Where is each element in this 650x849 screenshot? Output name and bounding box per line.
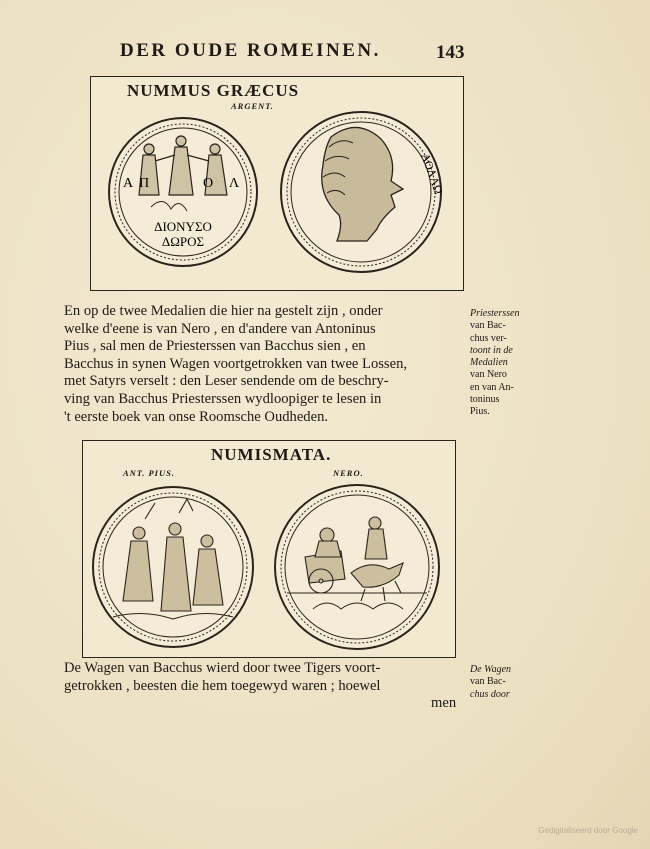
coin-nero	[275, 485, 439, 649]
text-line: En op de twee Medalien die hier na gestelt zijn , onder	[64, 303, 383, 319]
plate-2-label-left: ANT. PIUS.	[123, 468, 175, 478]
text-line: De Wagen van Bacchus wierd door twee Tigers voort-	[64, 660, 381, 676]
margin-line: van Nero	[470, 369, 507, 381]
text-line: met Satyrs verselt : den Leser sendende om de beschry-	[64, 373, 389, 390]
margin-note-2	[470, 664, 511, 701]
margin-line: Medalien	[470, 357, 508, 369]
paragraph-2	[64, 660, 456, 713]
coin-left-inscription-line-1: ΔΙΟΝΥΣΟ	[154, 219, 212, 234]
coin-left-letter-alpha: Α	[123, 176, 134, 191]
coin-plate-1	[90, 76, 464, 291]
margin-line: De Wagen	[470, 664, 512, 675]
paragraph-1	[64, 303, 407, 426]
margin-line: chus ver-	[470, 332, 507, 344]
plate-2-title: NUMISMATA.	[211, 445, 332, 464]
coin-right-inscription: ΑΟΛΛΩ	[418, 151, 446, 197]
text-line: 't eerste boek van onse Roomsche Oudheden.	[64, 408, 329, 425]
margin-line: Pius.	[470, 406, 490, 418]
margin-line: toninus	[470, 394, 500, 406]
coin-left-letter-lambda: Λ	[229, 176, 240, 191]
digitization-watermark: Gedigitaliseerd door Google	[538, 826, 638, 835]
coin-right	[281, 112, 446, 272]
margin-line: chus door	[470, 688, 510, 700]
text-line: welke d'eene is van Nero , en d'andere van Antoninus	[64, 320, 376, 337]
text-line: men	[431, 695, 457, 712]
margin-line: Priesterssen	[470, 308, 520, 319]
coin-greek-reverse-illustration	[91, 77, 463, 290]
coin-left-letter-pi: Π	[139, 176, 150, 191]
numismata-illustration	[83, 441, 455, 657]
coin-antoninus-pius	[93, 487, 253, 647]
coin-plate-2	[82, 440, 456, 658]
text-line: Bacchus in synen Wagen voortgetrokken van twee Lossen,	[64, 355, 408, 372]
plate-1-title: NUMMUS GRÆCUS	[127, 81, 300, 100]
margin-line: en van An-	[470, 381, 514, 393]
plate-2-label-right: NERO.	[333, 468, 364, 478]
text-line: getrokken , beesten die hem toegewyd waren ; hoewel	[64, 677, 381, 694]
coin-left	[109, 118, 257, 266]
page-number: 143	[436, 42, 465, 63]
plate-1-subtitle: ARGENT.	[231, 101, 274, 111]
text-line: ving van Bacchus Priesterssen wydloopiger te lesen in	[64, 390, 382, 407]
coin-left-letter-omicron: Ο	[203, 176, 214, 191]
running-header: DER OUDE ROMEINEN.	[120, 40, 381, 61]
margin-line: van Bac-	[470, 320, 506, 332]
margin-note-1	[470, 308, 519, 419]
text-line: Pius , sal men de Priesterssen van Bacchus sien , en	[64, 338, 366, 355]
margin-line: toont in de	[470, 344, 513, 356]
coin-left-inscription-line-2: ΔΩΡΟΣ	[161, 234, 205, 249]
margin-line: van Bac-	[470, 676, 506, 688]
